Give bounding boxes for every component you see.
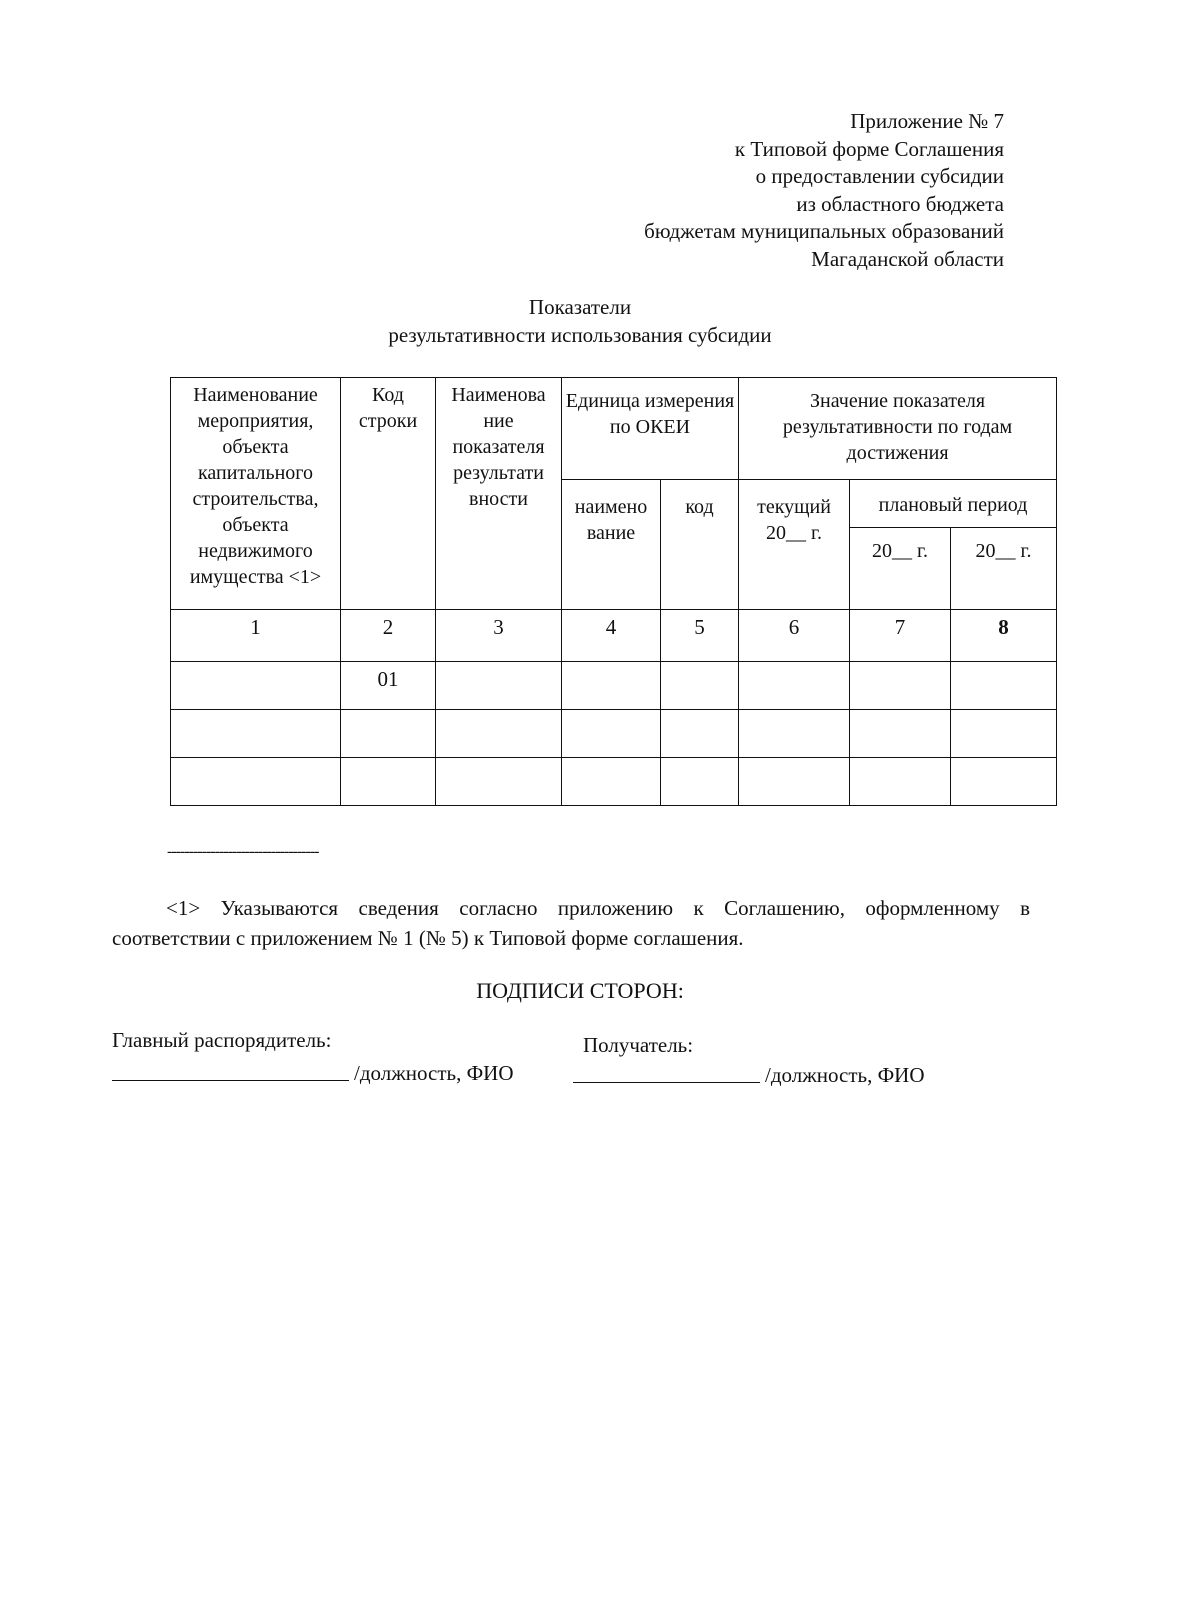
table-cell xyxy=(739,710,850,758)
appendix-line: из областного бюджета xyxy=(796,191,1004,216)
header-unit-name: наимено вание xyxy=(562,480,661,610)
table-cell xyxy=(562,758,661,806)
header-unit-group: Единица измерения по ОКЕИ xyxy=(562,378,739,480)
table-cell xyxy=(661,758,739,806)
table-cell xyxy=(850,710,951,758)
table-cell xyxy=(436,710,562,758)
recipient-label: Получатель: xyxy=(583,1033,694,1057)
table-cell xyxy=(951,710,1057,758)
appendix-line: Магаданской области xyxy=(811,246,1004,271)
table-cell xyxy=(171,662,341,710)
document-title xyxy=(300,293,860,349)
column-number: 6 xyxy=(739,610,850,662)
table-cell xyxy=(951,662,1057,710)
table-cell xyxy=(850,662,951,710)
table-cell xyxy=(739,758,850,806)
column-number: 2 xyxy=(341,610,436,662)
column-number: 1 xyxy=(171,610,341,662)
table-cell xyxy=(341,758,436,806)
header-planned-year-1: 20__ г. xyxy=(850,528,951,610)
appendix-line: к Типовой форме Соглашения xyxy=(734,136,1004,161)
table-cell xyxy=(436,662,562,710)
header-current-year: текущий 20__ г. xyxy=(739,480,850,610)
appendix-header xyxy=(644,108,1004,273)
appendix-line: Приложение № 7 xyxy=(850,109,1004,133)
signatures-title: ПОДПИСИ СТОРОН: xyxy=(476,978,684,1003)
table-cell xyxy=(661,662,739,710)
column-number: 3 xyxy=(436,610,562,662)
table-row xyxy=(171,758,1057,806)
header-planned-year-2: 20__ г. xyxy=(951,528,1057,610)
table-cell xyxy=(562,710,661,758)
header-event-name: Наименование мероприятия, объекта капитального строительства, объекта недвижимого имущества <1> xyxy=(171,378,341,610)
header-row-code: Код строки xyxy=(341,378,436,610)
column-number: 7 xyxy=(850,610,951,662)
table-row xyxy=(171,710,1057,758)
header-unit-code: код xyxy=(661,480,739,610)
table-row xyxy=(171,662,1057,710)
table-cell xyxy=(171,758,341,806)
column-number: 5 xyxy=(661,610,739,662)
table-cell: 01 xyxy=(341,662,436,710)
indicators-table xyxy=(170,377,1057,806)
header-indicator-name: Наименова ние показателя результати вности xyxy=(436,378,562,610)
title-line-2: результативности использования субсидии xyxy=(388,323,772,347)
recipient-caption: /должность, ФИО xyxy=(765,1063,925,1087)
header-planned-period: плановый период xyxy=(850,480,1057,528)
table-cell xyxy=(436,758,562,806)
header-row-1 xyxy=(171,378,1057,480)
column-number: 8 xyxy=(951,610,1057,662)
table-cell xyxy=(171,710,341,758)
table-cell xyxy=(661,710,739,758)
chief-manager-signature-line xyxy=(112,1080,349,1081)
table-cell xyxy=(951,758,1057,806)
table-cell xyxy=(850,758,951,806)
column-number: 4 xyxy=(562,610,661,662)
appendix-line: бюджетам муниципальных образований xyxy=(644,219,1004,243)
title-line-1: Показатели xyxy=(528,295,632,319)
table-cell xyxy=(341,710,436,758)
table-cell xyxy=(739,662,850,710)
recipient-signature-line xyxy=(573,1082,760,1083)
chief-manager-caption: /должность, ФИО xyxy=(354,1061,514,1085)
chief-manager-label: Главный распорядитель: xyxy=(112,1028,332,1052)
table-cell xyxy=(562,662,661,710)
footnote-text: <1> Указываются сведения согласно приложению к Соглашению, оформленному в соответствии с приложением № 1 (№ 5) к Типовой форме соглашения. xyxy=(112,896,1030,950)
footnote-separator: ----------------------------------- xyxy=(167,843,319,860)
appendix-line: о предоставлении субсидии xyxy=(755,164,1004,188)
column-number-row xyxy=(171,610,1057,662)
header-value-group: Значение показателя результативности по годам достижения xyxy=(739,378,1057,480)
